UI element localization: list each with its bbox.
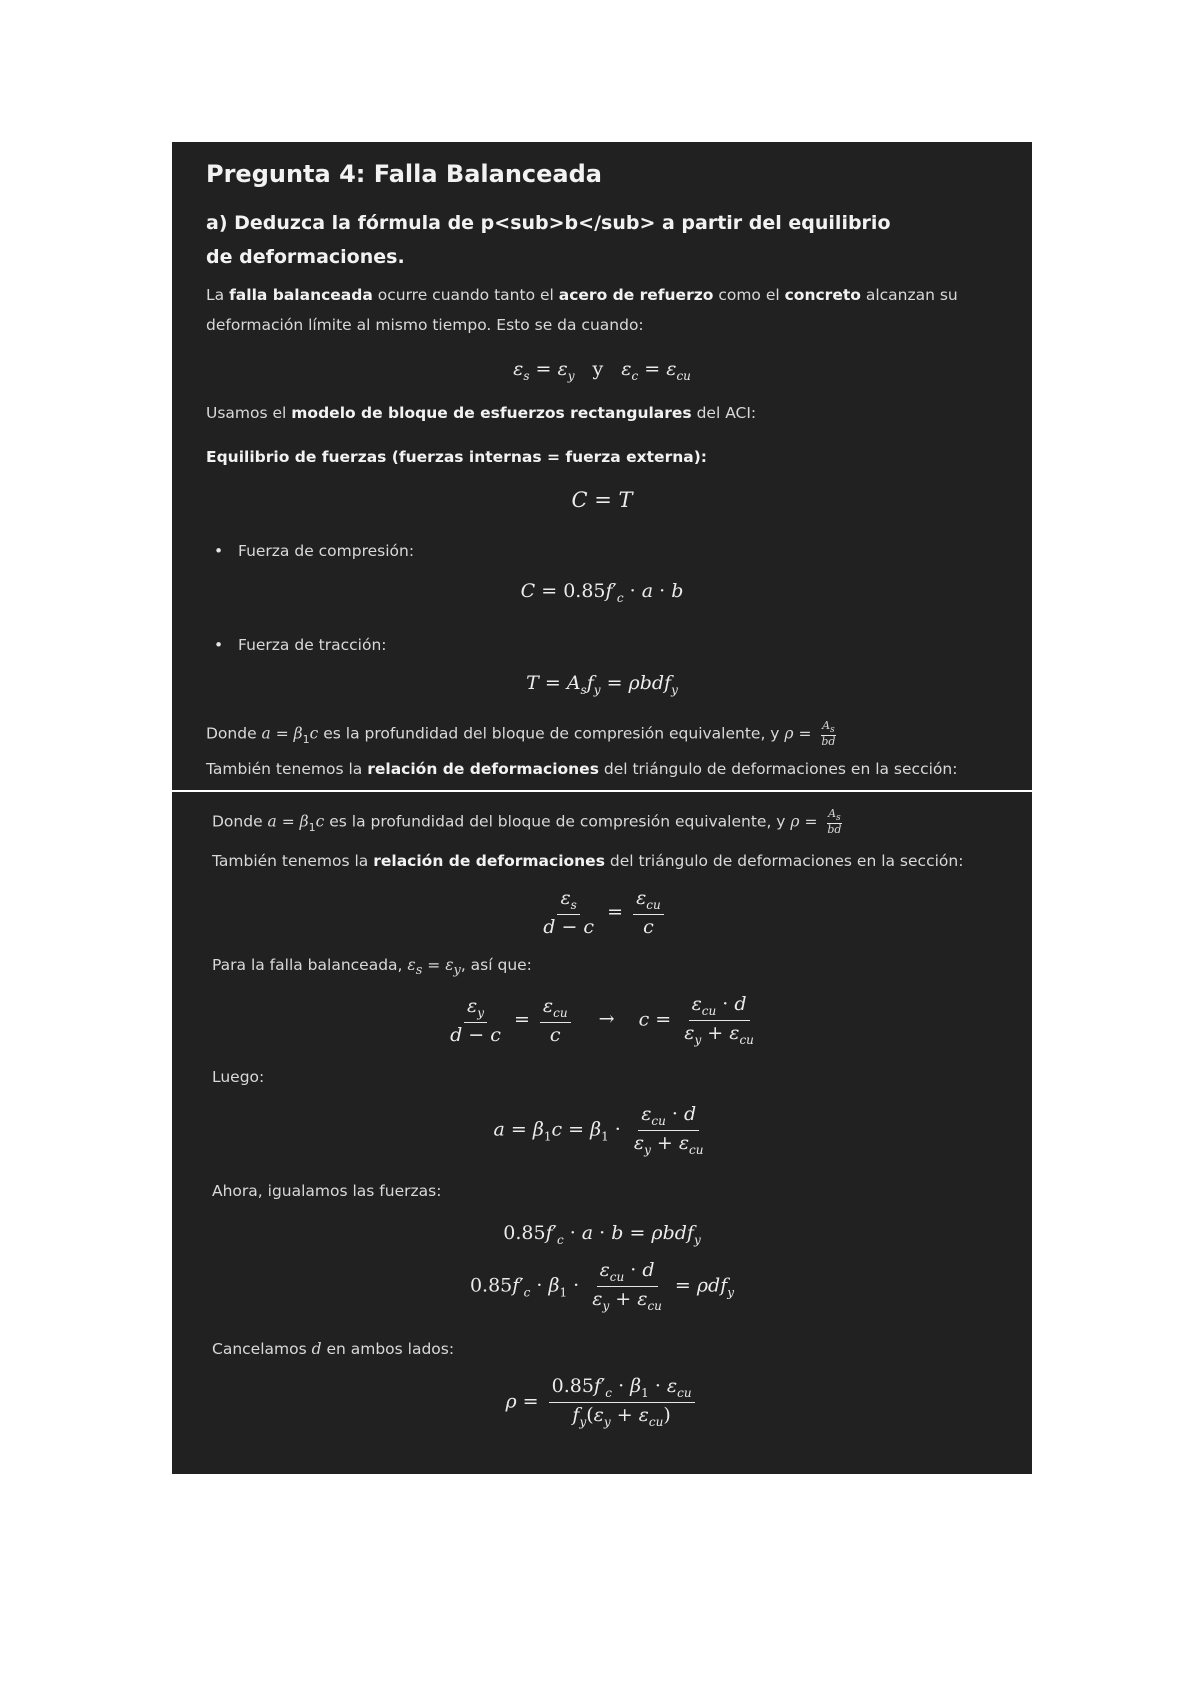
- equation-equate-forces-1: $0.85f'_c \cdot a \cdot b = \rho bdf_y$: [503, 1222, 701, 1247]
- page-title: Pregunta 4: Falla Balanceada: [206, 160, 602, 188]
- strain-relation-text: También tenemos la relación de deformaciones del triángulo de deformaciones en la sección:: [206, 760, 958, 778]
- equate-forces-text: Ahora, igualamos las fuerzas:: [212, 1182, 442, 1200]
- where-a-rho-text: Donde $a = \beta_1c$ es la profundidad del bloque de compresión equivalente, y ρ = $\frac{A_s}{bd}$: [206, 719, 836, 749]
- bullet-compression-force: • Fuerza de compresión:: [238, 542, 414, 560]
- intro-paragraph: La falla balanceada ocurre cuando tanto el acero de refuerzo como el concreto alcanzan su deformación límite al mismo tiempo. Esto se da cuando:: [206, 286, 958, 334]
- cancel-d-text: Cancelamos d en ambos lados:: [212, 1340, 455, 1358]
- document-panel-bottom: [172, 792, 1032, 1474]
- equation-c-equals-t: C = T: [571, 488, 633, 512]
- equation-block-depth: $a = \beta_1c = \beta_1$ · $\frac{\varepsilon_{cu} \cdot d}{\varepsilon_y + \varepsilon_{cu}}$: [493, 1103, 704, 1157]
- strain-relation-text-repeat: También tenemos la relación de deformaciones del triángulo de deformaciones en la sección:: [212, 852, 964, 870]
- equation-compression-force: $C = 0.85f'_c \cdot a \cdot b$: [520, 580, 684, 605]
- equation-balanced-condition: $\varepsilon_s = \varepsilon_y$ y $\varepsilon_c = \varepsilon_{cu}$: [513, 358, 691, 383]
- aci-model-text: Usamos el modelo de bloque de esfuerzos rectangulares del ACI:: [206, 404, 757, 422]
- luego-text: Luego:: [212, 1068, 265, 1086]
- where-a-rho-text-repeat: Donde $a = \beta_1c$ es la profundidad del bloque de compresión equivalente, y ρ = $\frac{A_s}{bd}$: [212, 807, 842, 837]
- equation-strain-ratio: $\frac{\varepsilon_s}{d - c}$ = $\frac{\varepsilon_{cu}}{c}$: [172, 888, 1032, 938]
- equation-balanced-ratio: ρ = $\frac{0.85f'_c \cdot \beta_1 \cdot \varepsilon_{cu}}{f_y(\varepsilon_y + \varepsilon_{cu})}$: [172, 1376, 1032, 1429]
- equilibrium-heading: Equilibrio de fuerzas (fuerzas internas = fuerza externa):: [206, 448, 707, 466]
- balanced-failure-text: Para la falla balanceada, $\varepsilon_s = \varepsilon_y$, así que:: [212, 956, 532, 979]
- document-panel-top: [172, 142, 1032, 790]
- equation-equate-forces-2: $0.85f'_c \cdot \beta_1$ · $\frac{\varepsilon_{cu} \cdot d}{\varepsilon_y + \varepsilon_{cu}}$ = ρdf$_y$: [469, 1259, 735, 1313]
- equation-tension-force: $T = A_sf_y = \rho bdf_y$: [526, 672, 678, 697]
- section-subtitle: a) Deduzca la fórmula de p<sub>b</sub> a partir del equilibrio de deformaciones.: [206, 212, 891, 268]
- bullet-tension-force: • Fuerza de tracción:: [238, 636, 387, 654]
- equation-neutral-axis-depth: $\frac{\varepsilon_y}{d - c}$ = $\frac{\varepsilon_{cu}}{c}$ → c = $\frac{\varepsilon_{cu} \cdot d}{\varepsilon_y + \varepsilon_{cu}}$: [450, 993, 754, 1047]
